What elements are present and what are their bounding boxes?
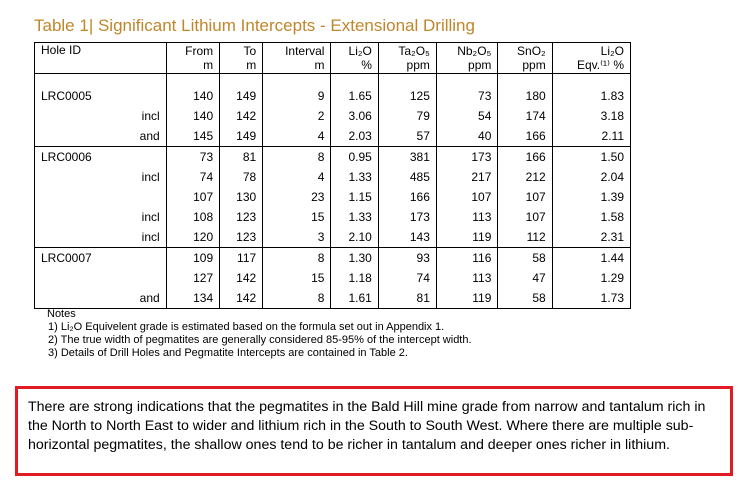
cell-value: 79 — [378, 106, 436, 126]
table-row — [35, 167, 631, 187]
cell-hole-id — [35, 187, 122, 207]
cell-value: 212 — [498, 167, 552, 187]
cell-hole-id — [35, 288, 122, 309]
header-interval — [263, 43, 331, 74]
cell-value: 116 — [436, 248, 498, 269]
cell-value: 119 — [436, 227, 498, 248]
cell-value: 58 — [498, 248, 552, 269]
cell-value: 2.04 — [600, 170, 624, 184]
cell-value: 112 — [498, 227, 552, 248]
table-body — [35, 74, 631, 309]
cell-qualifier: incl — [121, 167, 166, 187]
cell-value: 142 — [220, 268, 263, 288]
cell-qualifier: incl — [121, 227, 166, 248]
cell-hole-id: LRC0005 — [41, 89, 92, 103]
header-hole-id — [35, 43, 167, 74]
cell-value: 130 — [220, 187, 263, 207]
cell-value: 15 — [263, 268, 331, 288]
cell-value: 3.18 — [600, 109, 624, 123]
cell-value: 81 — [378, 288, 436, 309]
cell-value: 107 — [498, 187, 552, 207]
cell-value: 15 — [263, 207, 331, 227]
cell-hole-id — [35, 106, 122, 126]
cell-value: 1.44 — [552, 248, 630, 269]
cell-value: 73 — [166, 147, 219, 168]
cell-value: 166 — [498, 147, 552, 168]
header-interval-unit: m — [314, 58, 325, 72]
table-row — [35, 126, 631, 147]
cell-hole-id — [35, 126, 122, 147]
cell-value: 109 — [166, 248, 219, 269]
cell-qualifier: incl — [121, 106, 166, 126]
highlighted-callout-box — [15, 386, 733, 476]
cell-hole-id: LRC0007 — [35, 248, 122, 269]
header-nb2o5 — [436, 43, 498, 74]
cell-qualifier: and — [121, 126, 166, 147]
cell-value: 149 — [220, 86, 263, 106]
cell-value: 142 — [220, 288, 263, 309]
notes-section — [48, 308, 472, 360]
table-row — [35, 268, 631, 288]
table-row — [35, 227, 631, 248]
cell-value: 93 — [378, 248, 436, 269]
note-item: 1) Li₂O Equivelent grade is estimated based on the formula set out in Appendix 1. — [48, 321, 445, 333]
table-spacer-row — [35, 74, 631, 87]
header-nb2o5-label: Nb₂O₅ — [457, 44, 492, 58]
cell-value: 23 — [263, 187, 331, 207]
header-li2o — [331, 43, 378, 74]
cell-value: 81 — [220, 147, 263, 168]
cell-value: 2.10 — [331, 227, 378, 248]
note-item: 3) Details of Drill Holes and Pegmatite Intercepts are contained in Table 2. — [48, 347, 408, 359]
table-row — [35, 86, 631, 106]
cell-value: 381 — [378, 147, 436, 168]
header-from-label: From — [185, 44, 214, 58]
cell-value: 2.11 — [601, 129, 624, 143]
table-row — [35, 207, 631, 227]
notes-heading: Notes — [47, 308, 76, 320]
header-li2o-eqv — [552, 43, 630, 74]
cell-qualifier: incl — [121, 207, 166, 227]
cell-value: 1.58 — [600, 210, 624, 224]
cell-value: 1.65 — [331, 86, 378, 106]
cell-value: 8 — [263, 288, 331, 309]
cell-value: 119 — [436, 288, 498, 309]
cell-value: 140 — [166, 86, 219, 106]
cell-value: 1.39 — [600, 190, 624, 204]
table-row — [35, 288, 631, 309]
cell-value: 127 — [166, 268, 219, 288]
cell-value: 73 — [436, 86, 498, 106]
cell-value: 1.50 — [552, 147, 630, 168]
cell-value: 3.06 — [331, 106, 378, 126]
header-li2o-unit: % — [361, 58, 372, 72]
cell-value: 173 — [378, 207, 436, 227]
cell-value: 78 — [220, 167, 263, 187]
header-to-label: To — [243, 44, 257, 58]
cell-value: 1.83 — [600, 89, 624, 103]
cell-value: 54 — [436, 106, 498, 126]
cell-value: 107 — [498, 207, 552, 227]
header-li2o-eqv-unit: Eqv.⁽¹⁾ % — [576, 58, 624, 72]
cell-value: 107 — [166, 187, 219, 207]
cell-value: 74 — [378, 268, 436, 288]
cell-value: 142 — [220, 106, 263, 126]
cell-value: 1.30 — [331, 248, 378, 269]
cell-value: 3 — [263, 227, 331, 248]
header-ta2o5-label: Ta₂O₅ — [398, 44, 430, 58]
note-item: 2) The true width of pegmatites are generally considered 85-95% of the intercept width. — [48, 334, 472, 346]
cell-value: 4 — [263, 126, 331, 147]
cell-value: 1.29 — [600, 271, 624, 285]
header-interval-label: Interval — [285, 44, 325, 58]
cell-value: 0.95 — [331, 147, 378, 168]
callout-text: There are strong indications that the pegmatites in the Bald Hill mine grade from narrow and tantalum rich in the North to North East to wider and lithium rich in the South to South West. Where there are multiple sub-horizontal pegmatites, the shallow ones tend to be richer in tantalum and deeper ones richer in lithium. — [28, 399, 706, 453]
cell-qualifier — [121, 147, 166, 168]
cell-value: 125 — [378, 86, 436, 106]
cell-hole-id — [35, 167, 122, 187]
cell-qualifier — [121, 187, 166, 207]
cell-value: 8 — [263, 147, 331, 168]
cell-value: 134 — [166, 288, 219, 309]
table-row — [35, 106, 631, 126]
cell-value: 8 — [263, 248, 331, 269]
cell-value: 117 — [220, 248, 263, 269]
header-nb2o5-unit: ppm — [468, 58, 492, 72]
cell-value: 1.73 — [552, 288, 630, 309]
cell-hole-id: LRC0006 — [35, 147, 122, 168]
cell-value: 107 — [436, 187, 498, 207]
cell-value: 485 — [378, 167, 436, 187]
cell-value: 166 — [378, 187, 436, 207]
header-from — [166, 43, 219, 74]
cell-value: 9 — [263, 86, 331, 106]
cell-hole-id — [35, 227, 122, 248]
cell-value: 47 — [498, 268, 552, 288]
cell-value: 4 — [263, 167, 331, 187]
cell-value: 58 — [498, 288, 552, 309]
header-hole-id-label: Hole ID — [41, 43, 82, 57]
cell-value: 166 — [498, 126, 552, 147]
header-sno2 — [498, 43, 552, 74]
header-ta2o5-unit: ppm — [406, 58, 430, 72]
header-li2o-label: Li₂O — [348, 44, 372, 58]
header-to-unit: m — [246, 58, 257, 72]
cell-value: 2.03 — [331, 126, 378, 147]
cell-qualifier — [121, 86, 166, 106]
cell-value: 113 — [436, 207, 498, 227]
cell-value: 1.33 — [331, 167, 378, 187]
cell-value: 145 — [166, 126, 219, 147]
cell-value: 123 — [220, 227, 263, 248]
table-header-row — [35, 43, 631, 74]
cell-value: 140 — [166, 106, 219, 126]
cell-value: 174 — [498, 106, 552, 126]
cell-value: 1.18 — [331, 268, 378, 288]
cell-value: 1.33 — [331, 207, 378, 227]
header-to — [220, 43, 263, 74]
cell-hole-id — [35, 268, 122, 288]
cell-value: 74 — [166, 167, 219, 187]
cell-value: 120 — [166, 227, 219, 248]
cell-qualifier — [121, 268, 166, 288]
cell-qualifier — [121, 248, 166, 269]
header-sno2-label: SnO₂ — [517, 44, 546, 58]
cell-hole-id — [35, 207, 122, 227]
cell-qualifier: and — [121, 288, 166, 309]
cell-value: 217 — [436, 167, 498, 187]
cell-value: 40 — [436, 126, 498, 147]
cell-value: 57 — [378, 126, 436, 147]
cell-value: 143 — [378, 227, 436, 248]
header-sno2-unit: ppm — [522, 58, 546, 72]
cell-value: 2 — [263, 106, 331, 126]
intercepts-table — [34, 42, 631, 309]
header-li2o-eqv-label: Li₂O — [600, 44, 624, 58]
header-ta2o5 — [378, 43, 436, 74]
cell-value: 2.31 — [600, 230, 624, 244]
table-row — [35, 147, 631, 168]
cell-value: 149 — [220, 126, 263, 147]
cell-value: 123 — [220, 207, 263, 227]
cell-value: 108 — [166, 207, 219, 227]
cell-value: 1.61 — [331, 288, 378, 309]
header-from-unit: m — [203, 58, 214, 72]
cell-value: 173 — [436, 147, 498, 168]
table-row — [35, 187, 631, 207]
table-title: Table 1| Significant Lithium Intercepts - Extensional Drilling — [34, 16, 475, 35]
table-row — [35, 248, 631, 269]
cell-value: 180 — [498, 86, 552, 106]
cell-value: 113 — [436, 268, 498, 288]
cell-value: 1.15 — [331, 187, 378, 207]
